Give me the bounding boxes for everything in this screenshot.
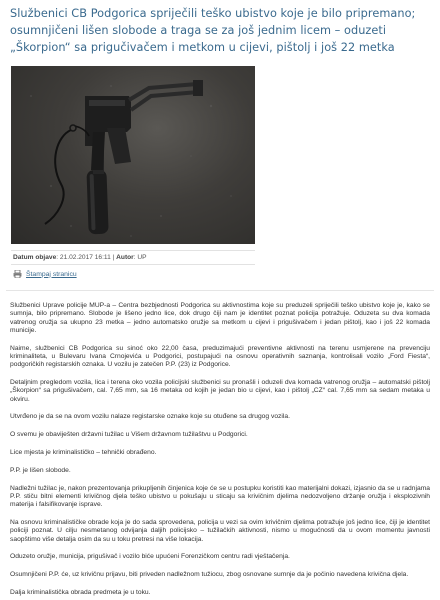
publish-info: Datum objave: 21.02.2017 16:11 | Autor: UP (11, 250, 255, 265)
print-page-link[interactable] (11, 265, 255, 278)
article-paragraph: Utvrđeno je da se na ovom vozilu nalaze registarske oznake koje su otuđene sa drugog vozila. (10, 413, 290, 421)
article-title: Službenici CB Podgorica spriječili teško ubistvo koje je bilo pripremano; osumnjičeni lišen slobode a traga se za još jednim licem – oduzeti „Škorpion“ sa prigučivačem i metkom u cijevi, pištolj i još 22 metka (10, 7, 416, 54)
printer-icon (13, 270, 22, 278)
article-paragraph: Na osnovu kriminalističke obrade koja je do sada sprovedena, policija u vezi sa ovim krivičnim djelima potražuje još jedno lice, čiji je identitet policiji poznat. U cilju nesmetanog odvijanja daljih policijsko – tužilačkih aktivnosti, nismo u mogućnosti da u ovom momentu javnosti saopštimo više detalja osim da su u toku pretresi na više lokacija. (10, 519, 430, 543)
article-photo (11, 66, 255, 244)
article-paragraph: Oduzeto oružje, municija, prigušivač i vozilo biće upućeni Forenzičkom centru radi vještačenja. (10, 553, 290, 561)
article-paragraph: O svemu je obaviješten državni tužilac u Višem državnom tužilaštvu u Podgorici. (10, 431, 248, 439)
photo-image (11, 66, 255, 244)
article-paragraph: Nadležni tužilac je, nakon prezentovanja prikupljenih činjenica koje će se u postupku koristiti kao materijalni dokazi, izjasnio da se u radnjama P.P. stiču bitni elementi krivičnog djela teško ubistvo u pokušaju u sticaju sa krivičnim djelima nedozvoljeno držanje oružja i eksplozivnih materija i falsifikovanje isprave. (10, 484, 430, 509)
article-paragraph: Detaljnim pregledom vozila, lica i terena oko vozila policijski službenici su pronašli i oduzeli dva komada vatrenog oružja – automatski pištolj „Škorpion“ sa prigušivačem, cal. 7,65 mm, sa 16 metaka od kojih je jedan bio u cijevi, kao i pištolj „CZ“ cal. 7,65 mm sa sedam metaka u okviru. (10, 379, 430, 403)
date-label: Datum objave (13, 254, 57, 261)
print-page-label: Štampaj stranicu (26, 270, 77, 278)
article-meta (11, 250, 255, 278)
article-paragraph: Osumnjičeni P.P. će, uz krivičnu prijavu, biti priveden nadležnom tužiocu, zbog osnovane sumnje da je počinio navedena krivična djela. (10, 571, 409, 579)
article-paragraph: P.P. je lišen slobode. (10, 466, 71, 474)
article-paragraph: Službenici Uprave policije MUP-a – Centra bezbjednosti Podgorica su aktivnostima koje su preduzeli spriječili teško ubistvo koje je, kako se sumnja, bilo pripremano. Slobode je lišeno jedno lice, dok drugo čiji nam je identitet poznat policija potražuje. Oduzeta su dva komada vatrenog oružja sa ukupno 23 metka – jedno automatsko oružje sa metkom u cijevi i prigušivačem i jedan pištolj, kao i još 22 komada municije. (10, 302, 430, 334)
article-body (6, 291, 434, 597)
author: UP (137, 254, 147, 261)
article-paragraph: Naime, službenici CB Podgorica su sinoć oko 22,00 časa, preduzimajući preventivne aktivnosti na terenu usmjerene na prevenciju kriminaliteta, u Bulevaru Ivana Crnojevića u Podgorici, postupajući na osnovu operativnih saznanja, kontrolisali vozilo „Ford Fiesta“, podgoričkih registarskih oznaka. U vozilu je zatečen P.P. (23) iz Podgorice. (10, 344, 430, 369)
article-paragraph: Lice mjesta je kriminalističko – tehnički obrađeno. (10, 449, 157, 457)
article-paragraph: Dalja kriminalistička obrada predmeta je u toku. (10, 589, 151, 597)
photo-background (11, 66, 255, 244)
author-label: Autor (116, 254, 134, 261)
publish-date: 21.02.2017 16:11 (59, 254, 111, 261)
suppressor (86, 170, 108, 235)
